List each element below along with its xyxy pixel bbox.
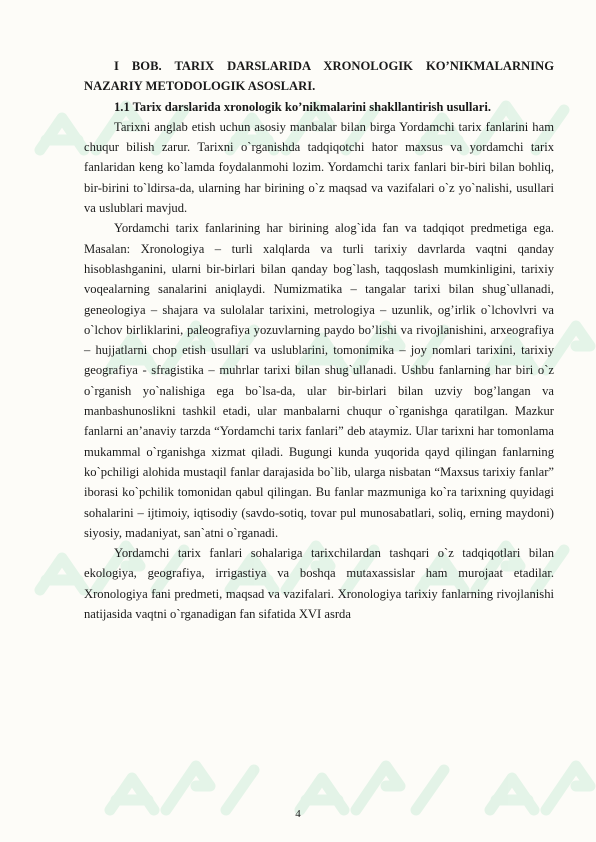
paragraph-3: Yordamchi tarix fanlari sohalariga tarixchilardan tashqari o`z tadqiqotlari bilan ekologiya, geografiya, irrigastiya va boshqa mutaxassislar ham murojaat etadilar. Xronologiya fani predmeti, maqsad va vazifalari. Xronologiya tarixiy fanlarning rivojlanishi natijasida vaqtni o`rganadigan fan sifatida XVI asrda (84, 546, 554, 622)
watermark-mark (490, 766, 596, 810)
watermark-mark (300, 766, 444, 810)
watermark-mark (110, 766, 254, 810)
paragraph-2: Yordamchi tarix fanlarining har birining alog`ida fan va tadqiqot predmetiga ega. Masalan: Xronologiya – turli xalqlarda va turli tarixiy davrlarda vaqtni qanday hisoblashganini, ularni bir-birlari bilan qanday bog`lash, taqqoslash mumkinligini, tarixiy voqealarning sanalarini aniqlaydi. Numizmatika – tangalar tarixi bilan shug`ullanadi, geneologiya – shajara va sulolalar tarixini, metrologiya – uzunlik, og’irlik o`lchovlvri va o`lchov birliklarini, paleografiya yozuvlarning paydo bo’lishi va rivojlanishini, arxeografiya – hujjatlarni chop etish usullari va uslublarini, tomonimika – joy nomlari tarixini, tarixiy geografiya - sfragistika – muhrlar tarixi bilan shug`ullanadi. Ushbu fanlarning har biri o`z o`rganish yo`nalishiga ega bo`lsa-da, ular bir-birlari bilan uzviy bog’langan va manbashunoslikni tashkil etadi, ular manbalarni chuqur o`rganishga qaratilgan. Mazkur fanlarni an’anaviy tarzda “Yordamchi tarix fanlari” deb ataymiz. Ular tarixni har tomonlama mukammal o`rganishga xizmat qiladi. Bugungi kunda yuqorida qayd qilingan fanlarning ko`pchiligi alohida mustaqil fanlar darajasida bo`lib, ularga nisbatan “Maxsus tarixiy fanlar” iborasi ko`pchilik tomonidan qabul qilingan. Bu fanlar mazmuniga ko`ra tarixning quyidagi sohalarini – ijtimoiy, iqtisodiy (savdo-sotiq, tovar pul munosabatlari, soliq, erning maydoni) siyosiy, madaniyat, san`atni o`rganadi. (84, 221, 554, 540)
chapter-heading: I BOB. TARIX DARSLARIDA XRONOLOGIK KO’NIKMALARNING NAZARIY METODOLOGIK ASOSLARI. (84, 59, 554, 94)
paragraph-1: Tarixni anglab etish uchun asosiy manbalar bilan birga Yordamchi tarix fanlarini ham chuqur bilish zarur. Tarixni o`rganishda tadqiqotchi hator maxsus va yordamchi tarix fanlaridan keng ko`lamda foydalanmohi lozim. Yordamchi tarix fanlari bir-biri bilan bohliq, bir-birini to`ldirsa-da, ularning har birining o`z maqsad va vazifalari o`z yo`nalishi, usullari va uslublari mavjud. (84, 119, 554, 216)
document-page (84, 56, 554, 624)
page-number: 4 (295, 808, 301, 820)
section-heading: 1.1 Tarix darslarida xronologik ko’nikmalarini shakllantirish usullari. (114, 99, 491, 114)
